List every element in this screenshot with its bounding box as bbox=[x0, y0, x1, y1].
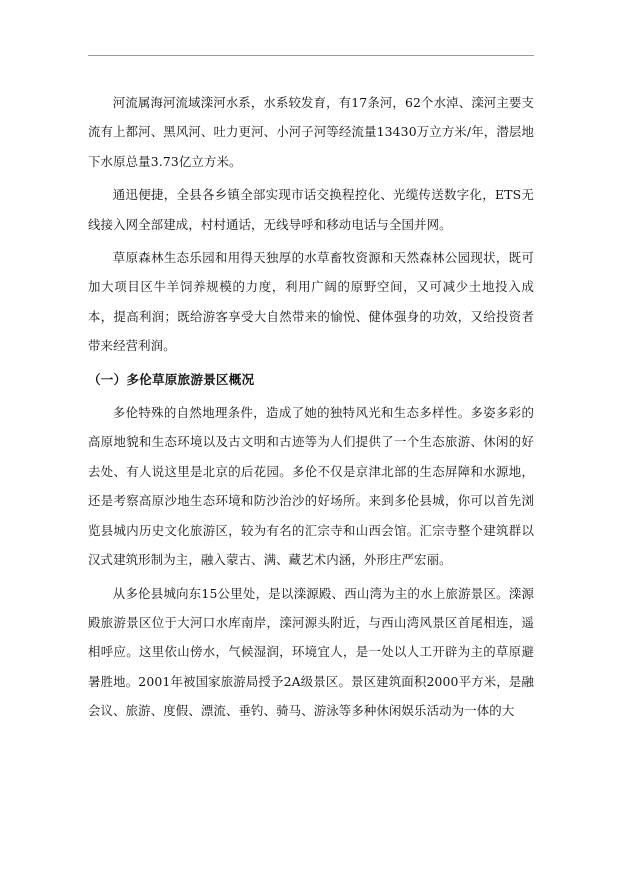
document-body bbox=[88, 88, 534, 730]
paragraph-water-system: 河流属海河流域滦河水系，水系较发育，有17条河，62个水淖、滦河主要支流有上都河、黑风河、吐力更河、小河子河等经流量13430万立方米/年，潜层地下水原总量3.73亿立方米。 bbox=[88, 95, 534, 169]
paragraph-communications: 通迅便捷，全县各乡镇全部实现市话交换程控化、光缆传送数字化，ETS无线接入网全部建成，村村通话，无线导呼和移动电话与全国并网。 bbox=[88, 187, 534, 232]
paragraph-landscape-overview: 多伦特殊的自然地理条件，造成了她的独特风光和生态多样性。多姿多彩的高原地貌和生态环境以及古文明和古迹等为人们提供了一个生态旅游、休闲的好去处、有人说这里是北京的后花园。多伦不仅是京津北部的生态屏障和水源地，还是考察高原沙地生态环境和防沙治沙的好场所。来到多伦县城，你可以首先浏览县城内历史文化旅游区，较为有名的汇宗寺和山西会馆。汇宗寺整个建筑群以汉式建筑形制为主，融入蒙古、满、藏艺术内涵，外形庄严宏丽。 bbox=[88, 405, 534, 568]
section-heading: （一）多伦草原旅游景区概况 bbox=[88, 371, 255, 387]
paragraph-water-scenic-area: 从多伦县城向东15公里处，是以滦源殿、西山湾为主的水上旅游景区。滦源殿旅游景区位于大河口水库南岸，滦河源头附近，与西山湾风景区首尾相连，遥相呼应。这里依山傍水，气候湿润，环境宜人，是一处以人工开辟为主的草原避暑胜地。2001年被国家旅游局授予2A级景区。景区建筑面积2000平方米，是融会议、旅游、度假、漂流、垂钓、骑马、游泳等多种休闲娱乐活动为一体的大 bbox=[88, 585, 534, 719]
header-rule bbox=[88, 55, 534, 56]
paragraph-ecological-park: 草原森林生态乐园和用得天独厚的水草畜牧资源和天然森林公园现状，既可加大项目区牛羊饲养规模的力度，利用广阔的原野空间，又可减少土地投入成本，提高利润；既给游客享受大自然带来的愉悦、健体强身的功效，又给投资者带来经营利润。 bbox=[88, 250, 534, 354]
